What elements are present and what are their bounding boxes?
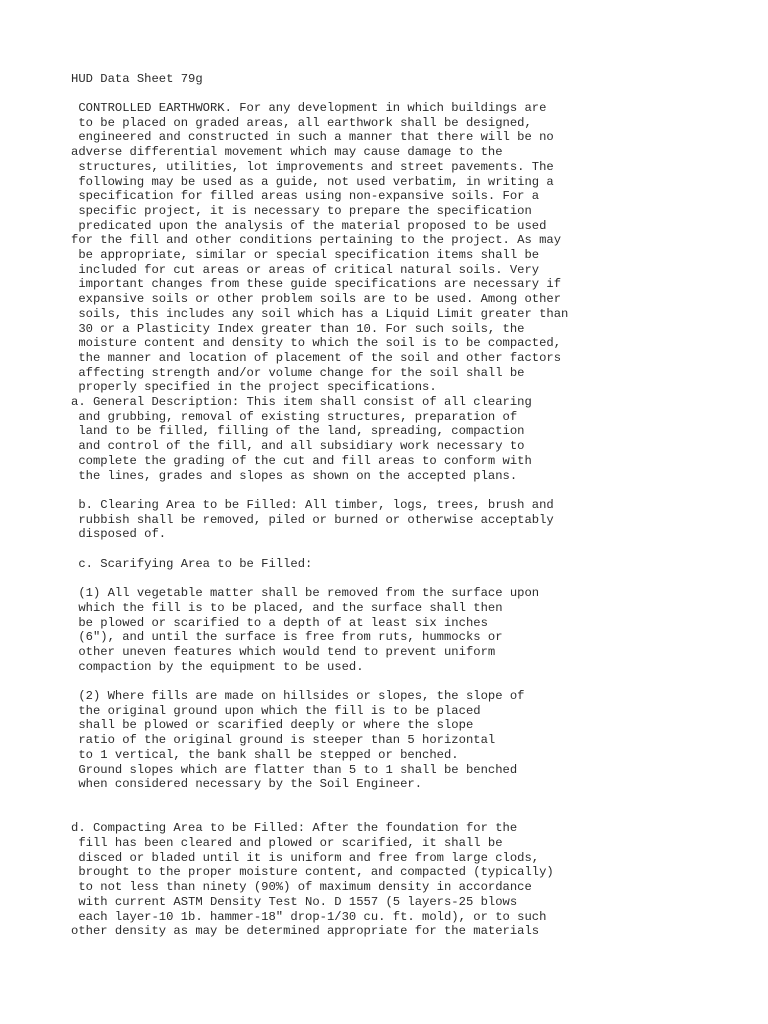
- text-line: with current ASTM Density Test No. D 1557 (5 layers-25 blows: [71, 894, 518, 909]
- text-line: for the fill and other conditions pertaining to the project. As may: [71, 233, 562, 248]
- text-line: the original ground upon which the fill is to be placed: [71, 703, 481, 718]
- text-line: the lines, grades and slopes as shown on the accepted plans.: [71, 468, 518, 483]
- text-line: compaction by the equipment to be used.: [71, 659, 364, 674]
- text-line: adverse differential movement which may cause damage to the: [71, 145, 503, 160]
- text-line: c. Scarifying Area to be Filled:: [71, 556, 313, 571]
- text-line: engineered and constructed in such a manner that there will be no: [71, 130, 554, 145]
- text-line: d. Compacting Area to be Filled: After the foundation for the: [71, 821, 518, 836]
- text-line: Ground slopes which are flatter than 5 to 1 shall be benched: [71, 762, 518, 777]
- text-line: each layer-10 1b. hammer-18" drop-1/30 cu. ft. mold), or to such: [71, 909, 547, 924]
- text-line: specific project, it is necessary to prepare the specification: [71, 203, 532, 218]
- document-title: HUD Data Sheet 79g: [71, 72, 203, 86]
- text-line: 30 or a Plasticity Index greater than 10. For such soils, the: [71, 321, 525, 336]
- text-line: other uneven features which would tend to prevent uniform: [71, 644, 496, 659]
- text-line: brought to the proper moisture content, and compacted (typically): [71, 865, 554, 880]
- text-line: predicated upon the analysis of the material proposed to be used: [71, 218, 547, 233]
- text-line: (6"), and until the surface is free from ruts, hummocks or: [71, 630, 503, 645]
- text-line: rubbish shall be removed, piled or burned or otherwise acceptably: [71, 512, 554, 527]
- text-line: disced or bladed until it is uniform and free from large clods,: [71, 850, 540, 865]
- text-line: land to be filled, filling of the land, spreading, compaction: [71, 424, 525, 439]
- text-line: fill has been cleared and plowed or scarified, it shall be: [71, 836, 503, 850]
- text-line: (2) Where fills are made on hillsides or slopes, the slope of: [71, 689, 525, 703]
- text-line: disposed of.: [71, 527, 167, 542]
- text-line: moisture content and density to which the soil is to be compacted,: [71, 336, 562, 351]
- text-line: b. Clearing Area to be Filled: All timber, logs, trees, brush and: [71, 497, 554, 512]
- text-line: a. General Description: This item shall consist of all clearing: [71, 395, 532, 409]
- text-line: soils, this includes any soil which has a Liquid Limit greater than: [71, 306, 569, 321]
- text-line: following may be used as a guide, not used verbatim, in writing a: [71, 174, 554, 189]
- text-line: properly specified in the project specifications.: [71, 380, 437, 395]
- text-line: important changes from these guide specifications are necessary if: [71, 277, 562, 292]
- text-line: the manner and location of placement of the soil and other factors: [71, 350, 562, 365]
- text-line: to not less than ninety (90%) of maximum density in accordance: [71, 880, 532, 895]
- text-line: other density as may be determined appropriate for the materials: [71, 924, 540, 939]
- text-line: affecting strength and/or volume change for the soil shall be: [71, 365, 525, 380]
- text-line: included for cut areas or areas of critical natural soils. Very: [71, 262, 540, 277]
- text-line: to be placed on graded areas, all earthwork shall be designed,: [71, 115, 532, 130]
- text-line: structures, utilities, lot improvements and street pavements. The: [71, 159, 554, 174]
- text-line: (1) All vegetable matter shall be removed from the surface upon: [71, 586, 540, 601]
- text-line: be appropriate, similar or special specification items shall be: [71, 248, 540, 262]
- text-line: shall be plowed or scarified deeply or where the slope: [71, 718, 474, 733]
- text-line: CONTROLLED EARTHWORK. For any development in which buildings are: [71, 101, 547, 115]
- text-line: when considered necessary by the Soil Engineer.: [71, 777, 423, 792]
- text-line: ratio of the original ground is steeper than 5 horizontal: [71, 733, 496, 748]
- text-line: to 1 vertical, the bank shall be stepped or benched.: [71, 747, 459, 762]
- text-line: complete the grading of the cut and fill areas to conform with: [71, 453, 532, 468]
- text-line: expansive soils or other problem soils are to be used. Among other: [71, 292, 562, 307]
- text-line: specification for filled areas using non-expansive soils. For a: [71, 189, 540, 204]
- text-line: and control of the fill, and all subsidiary work necessary to: [71, 439, 525, 454]
- text-line: and grubbing, removal of existing structures, preparation of: [71, 409, 518, 424]
- text-line: which the fill is to be placed, and the surface shall then: [71, 600, 503, 615]
- text-line: be plowed or scarified to a depth of at least six inches: [71, 615, 488, 630]
